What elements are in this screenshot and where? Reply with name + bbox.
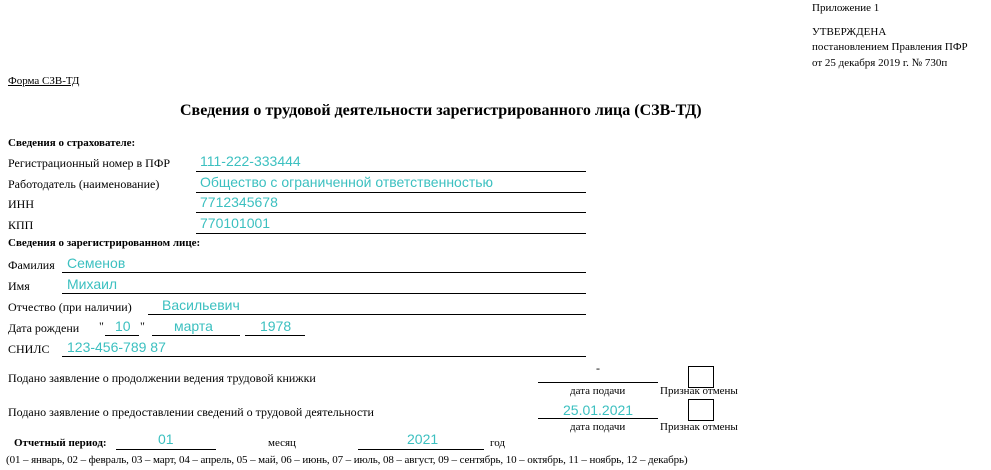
provide-application-label: Подано заявление о предоставлении сведений о трудовой деятельности (8, 405, 374, 419)
provide-date-line (538, 418, 658, 419)
period-month-value[interactable]: 01 (158, 431, 174, 447)
patronymic-line (148, 314, 586, 315)
kpp-label: КПП (8, 218, 34, 232)
surname-line (62, 272, 586, 273)
dob-quote-close: " (140, 319, 145, 333)
form-code: Форма СЗВ-ТД (8, 75, 80, 87)
kpp-line (196, 233, 586, 234)
provide-cancel-caption: Признак отмены (660, 421, 738, 433)
provide-date-value[interactable]: 25.01.2021 (563, 402, 634, 418)
dob-month-line (152, 335, 240, 336)
appendix-label: Приложение 1 (812, 2, 880, 14)
dob-day-line (105, 335, 139, 336)
provide-date-caption: дата подачи (570, 421, 626, 433)
dob-year-line (245, 335, 305, 336)
continue-cancel-caption: Признак отмены (660, 385, 738, 397)
dob-quote-open: " (99, 319, 104, 333)
inn-line (196, 212, 586, 213)
dob-year-value[interactable]: 1978 (260, 318, 292, 334)
name-label: Имя (8, 279, 30, 293)
provide-cancel-checkbox[interactable] (688, 399, 714, 421)
insurer-heading: Сведения о страхователе: (8, 137, 136, 149)
patronymic-value[interactable]: Васильевич (162, 297, 240, 313)
period-month-caption: месяц (268, 437, 296, 449)
period-legend: (01 – январь, 02 – февраль, 03 – март, 04 – апрель, 05 – май, 06 – июнь, 07 – июль, 08 – август, 09 – сентябрь, 10 – октябрь, 11 – ноябрь, 12 – декабрь) (6, 454, 688, 466)
kpp-value[interactable]: 770101001 (200, 215, 271, 231)
continue-date-value[interactable]: - (596, 361, 600, 375)
period-year-line (358, 449, 484, 450)
dob-label: Дата рождени (8, 321, 80, 335)
dob-day-value[interactable]: 10 (115, 318, 131, 334)
approved-by-label: постановлением Правления ПФР (812, 41, 968, 53)
continue-application-label: Подано заявление о продолжении ведения трудовой книжки (8, 371, 316, 385)
continue-date-caption: дата подачи (570, 385, 626, 397)
employer-value[interactable]: Общество с ограниченной ответственностью (200, 174, 494, 190)
page-title: Сведения о трудовой деятельности зарегистрированного лица (СЗВ-ТД) (180, 102, 702, 119)
reg-number-value[interactable]: 111-222-333444 (200, 153, 301, 169)
name-line (62, 293, 586, 294)
dob-month-value[interactable]: марта (174, 318, 213, 334)
period-year-value[interactable]: 2021 (407, 431, 439, 447)
approved-date-label: от 25 декабря 2019 г. № 730п (812, 57, 948, 69)
surname-value[interactable]: Семенов (67, 255, 126, 271)
name-value[interactable]: Михаил (67, 276, 118, 292)
reg-number-label: Регистрационный номер в ПФР (8, 156, 170, 170)
patronymic-label: Отчество (при наличии) (8, 300, 132, 314)
surname-label: Фамилия (8, 258, 55, 272)
snils-label: СНИЛС (8, 342, 50, 356)
reg-number-line (196, 171, 586, 172)
inn-label: ИНН (8, 197, 34, 211)
period-month-line (116, 449, 216, 450)
snils-line (62, 356, 586, 357)
approved-label: УТВЕРЖДЕНА (812, 26, 887, 38)
inn-value[interactable]: 7712345678 (200, 194, 278, 210)
continue-date-line (538, 382, 658, 383)
period-year-caption: год (490, 437, 506, 449)
person-heading: Сведения о зарегистрированном лице: (8, 237, 201, 249)
snils-value[interactable]: 123-456-789 87 (67, 339, 166, 355)
employer-line (196, 192, 586, 193)
employer-label: Работодатель (наименование) (8, 177, 160, 191)
period-label: Отчетный период: (14, 437, 107, 449)
